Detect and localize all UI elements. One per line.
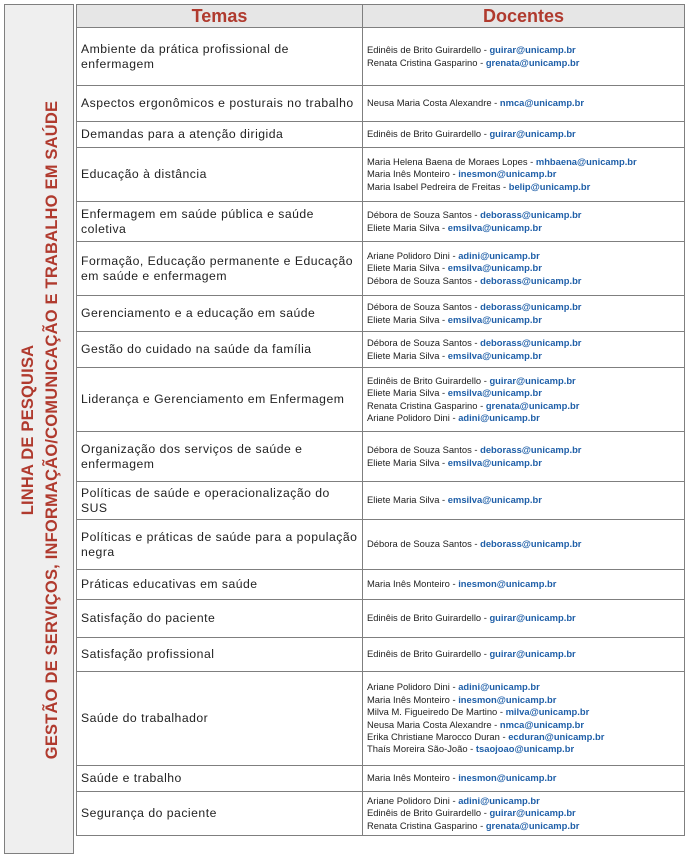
docente-name: Thaís Moreira São-João -: [367, 743, 476, 755]
docentes-cell: [363, 570, 685, 600]
docente-name: Renata Cristina Gasparino -: [367, 399, 486, 411]
docente-email-link[interactable]: adini@unicamp.br: [458, 249, 540, 261]
docente-entry: [367, 648, 680, 660]
docente-entry: [367, 128, 680, 140]
tema-cell: Gerenciamento e a educação em saúde: [77, 296, 363, 332]
docentes-cell: [363, 600, 685, 638]
docente-email-link[interactable]: deborass@unicamp.br: [480, 444, 582, 456]
docente-name: Ariane Polidoro Dini -: [367, 411, 459, 423]
docente-name: Ariane Polidoro Dini -: [367, 794, 459, 806]
docente-email-link[interactable]: guirar@unicamp.br: [489, 612, 576, 624]
header-docentes: Docentes: [363, 5, 685, 28]
docente-entry: [367, 578, 680, 590]
docente-entry: [367, 57, 680, 69]
table-header-row: [77, 5, 685, 28]
docente-name: Maria Inês Monteiro -: [367, 772, 459, 784]
table-row: [77, 570, 685, 600]
docente-email-link[interactable]: ecduran@unicamp.br: [508, 730, 605, 742]
docente-name: Eliete Maria Silva -: [367, 456, 448, 468]
docente-name: Maria Inês Monteiro -: [367, 693, 459, 705]
tema-cell: Aspectos ergonômicos e posturais no trabalho: [77, 86, 363, 122]
docente-email-link[interactable]: inesmon@unicamp.br: [458, 693, 557, 705]
docente-entry: [367, 681, 680, 693]
docente-name: Edinêis de Brito Guirardello -: [367, 612, 490, 624]
tema-cell: Organização dos serviços de saúde e enfermagem: [77, 432, 363, 482]
research-line-name: GESTÃO DE SERVIÇOS, INFORMAÇÃO/COMUNICAÇÃO E TRABALHO EM SAÚDE: [43, 100, 61, 760]
docente-email-link[interactable]: emsilva@unicamp.br: [447, 494, 542, 506]
docente-name: Edinêis de Brito Guirardello -: [367, 374, 490, 386]
table-row: [77, 600, 685, 638]
docente-entry: [367, 375, 680, 387]
table-body: [77, 28, 685, 836]
docente-name: Renata Cristina Gasparino -: [367, 56, 486, 68]
docentes-cell: [363, 638, 685, 672]
docente-name: Maria Inês Monteiro -: [367, 578, 459, 590]
docente-entry: [367, 400, 680, 412]
docente-name: Neusa Maria Costa Alexandre -: [367, 97, 500, 109]
docentes-cell: [363, 766, 685, 792]
docente-entry: [367, 612, 680, 624]
tema-cell: Formação, Educação permanente e Educação em saúde e enfermagem: [77, 242, 363, 296]
docentes-cell: [363, 672, 685, 766]
docente-email-link[interactable]: grenata@unicamp.br: [485, 819, 580, 831]
docente-email-link[interactable]: guirar@unicamp.br: [489, 648, 576, 660]
docente-email-link[interactable]: deborass@unicamp.br: [480, 538, 582, 550]
docentes-cell: [363, 122, 685, 148]
docente-email-link[interactable]: inesmon@unicamp.br: [458, 578, 557, 590]
docentes-cell: [363, 86, 685, 122]
docentes-cell: [363, 792, 685, 836]
docente-email-link[interactable]: guirar@unicamp.br: [489, 128, 576, 140]
docente-entry: [367, 222, 680, 234]
docente-name: Débora de Souza Santos -: [367, 337, 481, 349]
docente-entry: [367, 772, 680, 784]
table-row: [77, 482, 685, 520]
tema-cell: Políticas e práticas de saúde para a população negra: [77, 520, 363, 570]
docente-email-link[interactable]: guirar@unicamp.br: [489, 44, 576, 56]
docente-name: Edinêis de Brito Guirardello -: [367, 44, 490, 56]
docente-email-link[interactable]: deborass@unicamp.br: [480, 301, 582, 313]
docente-entry: [367, 301, 680, 313]
docente-entry: [367, 412, 680, 424]
docente-entry: [367, 181, 680, 193]
docente-entry: [367, 457, 680, 469]
table-row: [77, 148, 685, 202]
tema-cell: Segurança do paciente: [77, 792, 363, 836]
docentes-cell: [363, 148, 685, 202]
docente-entry: [367, 795, 680, 807]
tema-cell: Liderança e Gerenciamento em Enfermagem: [77, 368, 363, 432]
table-row: [77, 368, 685, 432]
tema-cell: Saúde e trabalho: [77, 766, 363, 792]
docente-email-link[interactable]: milva@unicamp.br: [505, 706, 590, 718]
docente-name: Renata Cristina Gasparino -: [367, 819, 486, 831]
docente-entry: [367, 494, 680, 506]
docente-entry: [367, 731, 680, 743]
docente-entry: [367, 44, 680, 56]
table-row: [77, 122, 685, 148]
docente-name: Erika Christiane Marocco Duran -: [367, 730, 509, 742]
docente-name: Maria Inês Monteiro -: [367, 168, 459, 180]
docentes-cell: [363, 520, 685, 570]
docentes-cell: [363, 432, 685, 482]
docente-entry: [367, 350, 680, 362]
tema-cell: Políticas de saúde e operacionalização do SUS: [77, 482, 363, 520]
tema-cell: Gestão do cuidado na saúde da família: [77, 332, 363, 368]
docente-email-link[interactable]: inesmon@unicamp.br: [458, 772, 557, 784]
docentes-cell: [363, 368, 685, 432]
docente-email-link[interactable]: emsilva@unicamp.br: [447, 262, 542, 274]
docente-name: Débora de Souza Santos -: [367, 301, 481, 313]
docente-entry: [367, 275, 680, 287]
table-row: [77, 792, 685, 836]
docente-email-link[interactable]: mhbaena@unicamp.br: [535, 155, 637, 167]
docente-entry: [367, 209, 680, 221]
docente-entry: [367, 820, 680, 832]
table-row: [77, 766, 685, 792]
docente-name: Débora de Souza Santos -: [367, 274, 481, 286]
docente-email-link[interactable]: adini@unicamp.br: [458, 681, 540, 693]
docente-name: Milva M. Figueiredo De Martino -: [367, 706, 506, 718]
docente-name: Eliete Maria Silva -: [367, 349, 448, 361]
docente-entry: [367, 706, 680, 718]
docente-email-link[interactable]: nmca@unicamp.br: [499, 718, 585, 730]
docente-email-link[interactable]: inesmon@unicamp.br: [458, 168, 557, 180]
docente-email-link[interactable]: emsilva@unicamp.br: [447, 221, 542, 233]
table-row: [77, 202, 685, 242]
docente-name: Maria Isabel Pedreira de Freitas -: [367, 180, 509, 192]
tema-cell: Práticas educativas em saúde: [77, 570, 363, 600]
tema-cell: Satisfação profissional: [77, 638, 363, 672]
table-row: [77, 672, 685, 766]
docente-entry: [367, 743, 680, 755]
docente-entry: [367, 97, 680, 109]
docente-name: Eliete Maria Silva -: [367, 313, 448, 325]
docente-entry: [367, 538, 680, 550]
docente-entry: [367, 314, 680, 326]
table-row: [77, 296, 685, 332]
docente-email-link[interactable]: tsaojoao@unicamp.br: [475, 743, 575, 755]
docente-name: Eliete Maria Silva -: [367, 387, 448, 399]
docente-name: Edinêis de Brito Guirardello -: [367, 128, 490, 140]
docente-email-link[interactable]: nmca@unicamp.br: [499, 97, 585, 109]
docente-email-link[interactable]: emsilva@unicamp.br: [447, 387, 542, 399]
docente-entry: [367, 168, 680, 180]
docentes-cell: [363, 242, 685, 296]
document-page: [4, 4, 688, 856]
docente-entry: [367, 156, 680, 168]
tema-cell: Saúde do trabalhador: [77, 672, 363, 766]
topics-table: [76, 4, 685, 836]
docentes-cell: [363, 332, 685, 368]
docente-entry: [367, 807, 680, 819]
docente-email-link[interactable]: deborass@unicamp.br: [480, 274, 582, 286]
docente-name: Eliete Maria Silva -: [367, 494, 448, 506]
docente-name: Maria Helena Baena de Moraes Lopes -: [367, 155, 536, 167]
docente-entry: [367, 250, 680, 262]
docente-name: Neusa Maria Costa Alexandre -: [367, 718, 500, 730]
table-row: [77, 432, 685, 482]
docente-email-link[interactable]: adini@unicamp.br: [458, 411, 540, 423]
docente-email-link[interactable]: emsilva@unicamp.br: [447, 456, 542, 468]
docente-email-link[interactable]: guirar@unicamp.br: [489, 374, 576, 386]
docente-name: Edinêis de Brito Guirardello -: [367, 648, 490, 660]
docente-entry: [367, 444, 680, 456]
docente-email-link[interactable]: deborass@unicamp.br: [480, 209, 582, 221]
tema-cell: Demandas para a atenção dirigida: [77, 122, 363, 148]
docentes-cell: [363, 202, 685, 242]
header-temas: Temas: [77, 5, 363, 28]
docente-entry: [367, 719, 680, 731]
docente-name: Débora de Souza Santos -: [367, 538, 481, 550]
table-row: [77, 242, 685, 296]
docentes-cell: [363, 482, 685, 520]
docente-entry: [367, 694, 680, 706]
table-row: [77, 28, 685, 86]
docente-email-link[interactable]: emsilva@unicamp.br: [447, 313, 542, 325]
table-row: [77, 86, 685, 122]
docente-email-link[interactable]: guirar@unicamp.br: [489, 807, 576, 819]
docente-email-link[interactable]: grenata@unicamp.br: [485, 399, 580, 411]
docente-name: Débora de Souza Santos -: [367, 444, 481, 456]
table-row: [77, 332, 685, 368]
docente-email-link[interactable]: belip@unicamp.br: [508, 180, 591, 192]
table-row: [77, 638, 685, 672]
tema-cell: Ambiente da prática profissional de enfermagem: [77, 28, 363, 86]
docente-name: Eliete Maria Silva -: [367, 221, 448, 233]
docente-email-link[interactable]: grenata@unicamp.br: [485, 56, 580, 68]
tema-cell: Enfermagem em saúde pública e saúde coletiva: [77, 202, 363, 242]
table-row: [77, 520, 685, 570]
docente-email-link[interactable]: deborass@unicamp.br: [480, 337, 582, 349]
docente-name: Edinêis de Brito Guirardello -: [367, 807, 490, 819]
docentes-cell: [363, 296, 685, 332]
tema-cell: Satisfação do paciente: [77, 600, 363, 638]
docente-name: Ariane Polidoro Dini -: [367, 249, 459, 261]
docente-name: Eliete Maria Silva -: [367, 262, 448, 274]
docente-name: Débora de Souza Santos -: [367, 209, 481, 221]
research-line-label: LINHA DE PESQUISA: [19, 344, 37, 516]
docente-entry: [367, 262, 680, 274]
docente-name: Ariane Polidoro Dini -: [367, 681, 459, 693]
research-line-title: [16, 101, 64, 759]
research-line-sidebar: [4, 4, 74, 854]
docente-email-link[interactable]: emsilva@unicamp.br: [447, 349, 542, 361]
docente-entry: [367, 387, 680, 399]
docentes-cell: [363, 28, 685, 86]
docente-email-link[interactable]: adini@unicamp.br: [458, 794, 540, 806]
tema-cell: Educação à distância: [77, 148, 363, 202]
docente-entry: [367, 337, 680, 349]
